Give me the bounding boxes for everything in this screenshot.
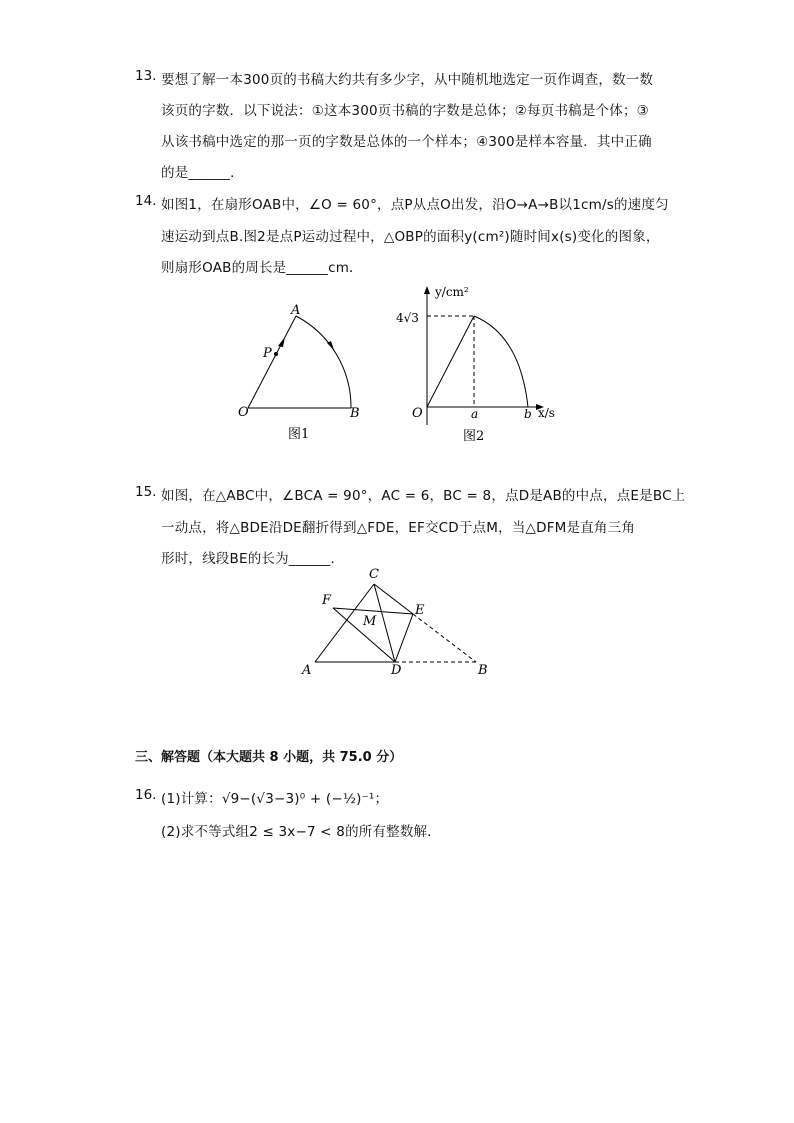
label-D: D bbox=[391, 663, 402, 678]
question-number: 13. bbox=[135, 68, 157, 84]
arrow-on-OA bbox=[278, 337, 285, 347]
segment-CE bbox=[374, 584, 413, 614]
section-heading: 三、解答题（本大题共 8 小题，共 75.0 分） bbox=[135, 750, 403, 765]
question-text-line: 的是______． bbox=[161, 165, 244, 181]
segment-OA bbox=[248, 316, 296, 408]
arc-AB bbox=[296, 316, 351, 408]
label-O: O bbox=[412, 406, 423, 421]
question-text-line: 如图1，在扇形OAB中，∠O = 60°，点P从点O出发，沿O→A→B以1cm/s的速度匀 bbox=[161, 197, 669, 213]
question-text-line: (1)计算：√9−(√3−3)⁰ + (−½)⁻¹； bbox=[161, 791, 389, 807]
segment-DE bbox=[395, 614, 413, 662]
figure-1-sector bbox=[230, 298, 370, 448]
label-A: A bbox=[291, 303, 301, 318]
question-number: 15. bbox=[135, 484, 157, 500]
label-B: B bbox=[350, 406, 360, 421]
label-P: P bbox=[263, 346, 272, 361]
y-axis-label: y/cm² bbox=[435, 285, 469, 299]
label-F: F bbox=[322, 593, 332, 608]
label-B: B bbox=[478, 663, 488, 678]
question-number: 16. bbox=[135, 787, 157, 803]
graph-line-segment bbox=[427, 316, 474, 407]
figure-caption: 图2 bbox=[463, 429, 485, 444]
label-b: b bbox=[524, 407, 532, 421]
y-axis-arrow bbox=[424, 286, 430, 294]
question-text-line: 如图，在△ABC中，∠BCA = 90°，AC = 6，BC = 8，点D是AB的中点，点E是BC上 bbox=[161, 488, 686, 504]
label-A: A bbox=[302, 663, 312, 678]
label-M: M bbox=[363, 614, 377, 629]
question-text-line: 则扇形OAB的周长是______cm． bbox=[161, 260, 363, 276]
label-E: E bbox=[415, 603, 425, 618]
label-C: C bbox=[369, 567, 379, 582]
figure-2-graph bbox=[390, 280, 570, 448]
y-max-label: 4√3 bbox=[396, 311, 419, 325]
question-text-line: 要想了解一本300页的书稿大约共有多少字，从中随机地选定一页作调查，数一数 bbox=[161, 72, 654, 88]
point-P bbox=[274, 352, 278, 356]
question-text-line: 从该书稿中选定的那一页的字数是总体的一个样本；④300是样本容量．其中正确 bbox=[161, 134, 652, 150]
x-axis-label: x/s bbox=[538, 406, 555, 420]
segment-EB bbox=[413, 614, 476, 662]
segment-CD bbox=[374, 584, 395, 662]
graph-curve bbox=[474, 316, 528, 407]
figure-triangle bbox=[296, 562, 496, 682]
question-text-line: 该页的字数．以下说法：①这本300页书稿的字数是总体；②每页书稿是个体；③ bbox=[161, 103, 649, 119]
question-number: 14. bbox=[135, 193, 157, 209]
question-text-line: 形时，线段BE的长为______． bbox=[161, 551, 345, 567]
question-text-line: 一动点，将△BDE沿DE翻折得到△FDE，EF交CD于点M，当△DFM是直角三角 bbox=[161, 520, 636, 536]
question-text-line: 速运动到点B.图2是点P运动过程中，△OBP的面积y(cm²)随时间x(s)变化的图象， bbox=[161, 229, 660, 245]
label-a: a bbox=[471, 407, 479, 421]
label-O: O bbox=[238, 405, 249, 420]
question-text-line: (2)求不等式组2 ≤ 3x−7 < 8的所有整数解． bbox=[161, 824, 441, 840]
figure-caption: 图1 bbox=[288, 427, 310, 442]
